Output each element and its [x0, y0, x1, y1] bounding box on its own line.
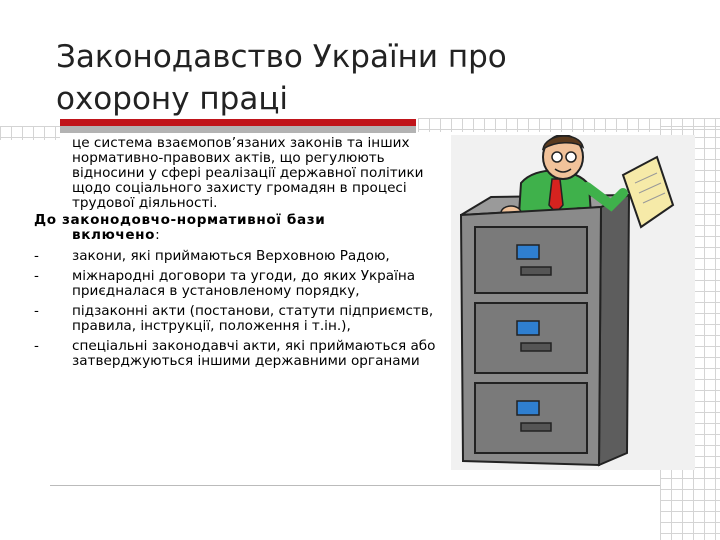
accent-shadow — [60, 126, 416, 133]
list-bullet: - — [34, 338, 39, 354]
list-bullet: - — [34, 303, 39, 319]
clerk-cabinet-drawing — [451, 135, 695, 470]
list-item-text: спеціальні законодавчі акти, які приймаються або затверджуються іншими державними органами — [72, 338, 436, 369]
clerk-cabinet-illustration — [451, 135, 695, 470]
list-item-text: підзаконні акти (постанови, статути підприємств, правила, інструкції, положення і т.ін.), — [72, 303, 434, 334]
base-heading: До законодовчо-нормативної бази — [34, 212, 326, 228]
intro-paragraph: це система взаємопов’язаних законів та інших нормативно-правових актів, що регулюють відносини у сфері реалізації державної політики щодо соціального захисту громадян в процесі трудової діяльності. — [72, 135, 424, 211]
list-item — [34, 304, 454, 334]
list-item — [34, 269, 454, 299]
list-item-text: закони, які приймаються Верховною Радою, — [72, 248, 390, 264]
list-item — [34, 249, 454, 264]
slide-title: Законодавство України про охорону праці — [56, 39, 507, 117]
base-heading-continuation — [72, 228, 454, 243]
list-bullet: - — [34, 268, 39, 284]
divider-line — [50, 485, 660, 486]
list-item — [34, 339, 454, 369]
base-heading-word: включено — [72, 227, 156, 243]
base-heading-colon: : — [155, 227, 161, 243]
list-item-text: міжнародні договори та угоди, до яких Україна приєдналася в установленому порядку, — [72, 268, 416, 299]
slide-body — [34, 136, 454, 369]
list-bullet: - — [34, 248, 39, 264]
